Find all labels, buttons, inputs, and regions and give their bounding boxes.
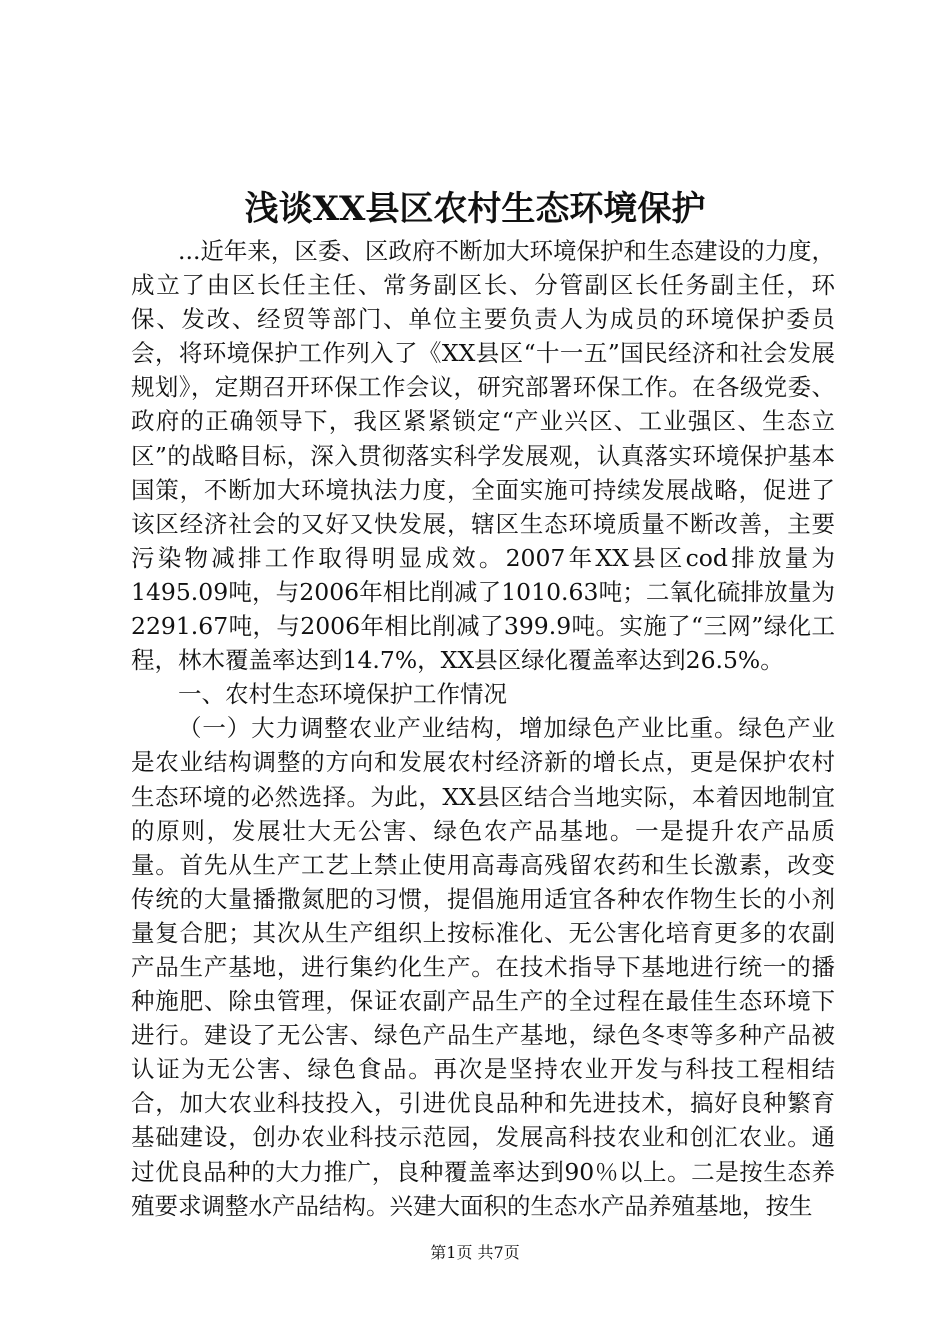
document-title: 浅谈XX县区农村生态环境保护 (244, 189, 706, 229)
section-heading: 一、农村生态环境保护工作情况 (178, 680, 507, 709)
page-footer: 第1页 共7页 (430, 1243, 520, 1262)
paragraph-section-1: （一）大力调整农业产业结构，增加绿色产业比重。绿色产业是农业结构调整的方向和发展农村经济新的增长点，更是保护农村生态环境的必然选择。为此，XX县区结合当地实际，本着因地制宜的原则，发展壮大无公害、绿色农产品基地。一是提升农产品质量。首先从生产工艺上禁止使用高毒高残留农药和生长激素，改变传统的大量播撒氮肥的习惯，提倡施用适宜各种农作物生长的小剂量复合肥；其次从生产组织上按标准化、无公害化培育更多的农副产品生产基地，进行集约化生产。在技术指导下基地进行统一的播种施肥、除虫管理，保证农副产品生产的全过程在最佳生态环境下进行。建设了无公害、绿色产品生产基地，绿色冬枣等多种产品被认证为无公害、绿色食品。再次是坚持农业开发与科技工程相结合，加大农业科技投入，引进优良品种和先进技术，搞好良种繁育基础建设，创办农业科技示范园，发展高科技农业和创汇农业。通过优良品种的大力推广，良种覆盖率达到90％以上。二是按生态养殖要求调整水产品结构。兴建大面积的生态水产品养殖基地，按生 (131, 714, 835, 1220)
document-body (131, 234, 835, 1223)
paragraph-intro: ...近年来，区委、区政府不断加大环境保护和生态建设的力度，成立了由区长任主任、常务副区长、分管副区长任务副主任，环保、发改、经贸等部门、单位主要负责人为成员的环境保护委员会，将环境保护工作列入了《XX县区“十一五”国民经济和社会发展规划》，定期召开环保工作会议，研究部署环保工作。在各级党委、政府的正确领导下，我区紧紧锁定“产业兴区、工业强区、生态立区”的战略目标，深入贯彻落实科学发展观，认真落实环境保护基本国策，不断加大环境执法力度，全面实施可持续发展战略，促进了该区经济社会的又好又快发展，辖区生态环境质量不断改善，主要污染物减排工作取得明显成效。2007年XX县区cod排放量为1495.09吨，与2006年相比削减了1010.63吨；二氧化硫排放量为2291.67吨，与2006年相比削减了399.9吨。实施了“三网”绿化工程，林木覆盖率达到14.7%，XX县区绿化覆盖率达到26.5%。 (131, 237, 835, 675)
